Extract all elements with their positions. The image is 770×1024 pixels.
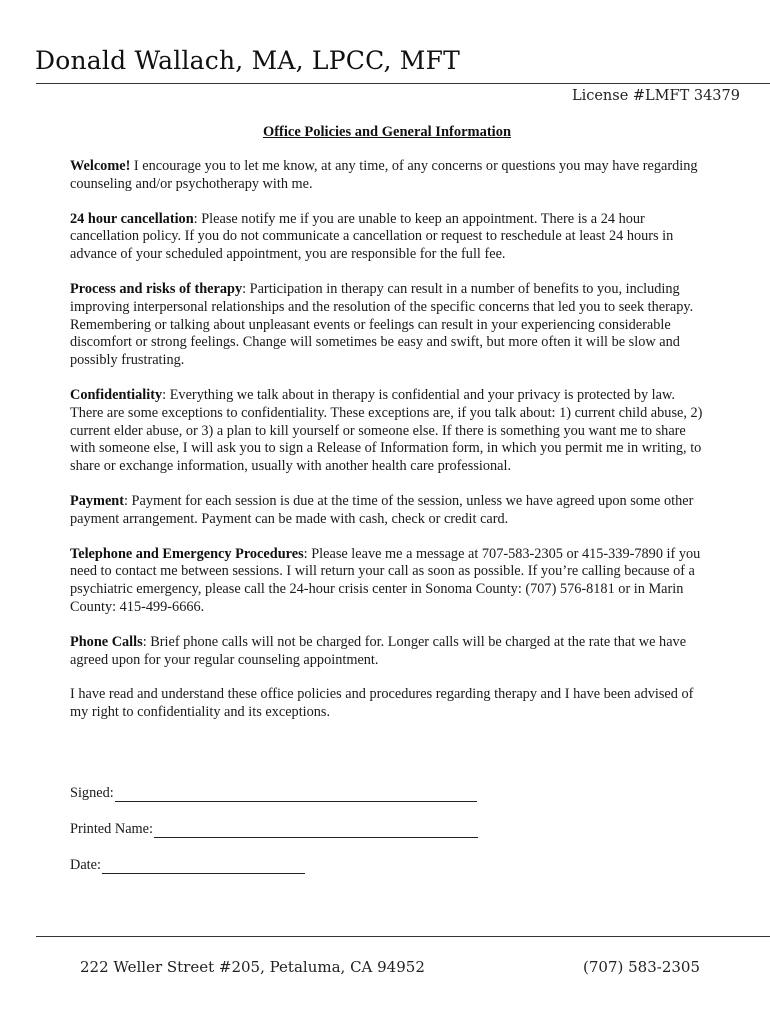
paragraph-heading: Welcome!: [70, 158, 131, 174]
paragraph-welcome: [70, 158, 708, 194]
paragraph-text: : Participation in therapy can result in a number of benefits to you, including improving interpersonal relationships and the resolution of the specific concerns that led you to seek therapy. Remembering or talking about unpleasant events or feelings can result in your experiencing considerable discomfort or strong feelings. Change will sometimes be easy and swift, but more often it will be slow and possibly frustrating.: [70, 280, 694, 369]
date-field[interactable]: [102, 859, 305, 874]
paragraph-heading: Confidentiality: [70, 386, 163, 403]
signed-line: [70, 784, 478, 802]
header-divider: [36, 83, 770, 84]
footer-address: 222 Weller Street #205, Petaluma, CA 94952: [80, 958, 425, 976]
paragraph-telephone-emergency: [70, 546, 708, 617]
document-title: Office Policies and General Information: [262, 124, 512, 140]
paragraph-text: : Brief phone calls will not be charged for. Longer calls will be charged at the rate that we have agreed upon for your regular counseling appointment.: [70, 633, 687, 668]
printed-name-line: [70, 820, 478, 838]
paragraph-heading: 24 hour cancellation: [70, 210, 194, 227]
paragraph-confidentiality: [70, 387, 708, 476]
printed-name-field[interactable]: [154, 823, 478, 838]
paragraph-heading: Phone Calls: [70, 633, 143, 650]
paragraph-acknowledgement: [70, 686, 708, 722]
paragraph-heading: Process and risks of therapy: [70, 280, 243, 297]
license-number: License #LMFT 34379: [571, 88, 740, 104]
footer-divider: [36, 936, 770, 937]
paragraph-phone-calls: [70, 634, 708, 670]
policy-body: [70, 158, 708, 739]
date-line: [70, 856, 478, 874]
paragraph-process-risks: [70, 281, 708, 370]
printed-name-label: Printed Name:: [70, 821, 153, 837]
paragraph-text: : Please leave me a message at 707-583-2305 or 415-339-7890 if you need to contact me between sessions. I will return your call as soon as possible. If you’re calling because of a psychiatric emergency, please call the 24-hour crisis center in Sonoma County: (707) 576-8181 or in Marin County: 415-499-6666.: [70, 545, 701, 615]
footer-phone: (707) 583-2305: [583, 958, 700, 976]
practitioner-name: Donald Wallach, MA, LPCC, MFT: [35, 46, 461, 75]
paragraph-cancellation: [70, 211, 708, 264]
paragraph-text: : Please notify me if you are unable to keep an appointment. There is a 24 hour cancellation policy. If you do not communicate a cancellation or request to reschedule at least 24 hours in advance of your scheduled appointment, you are responsible for the full fee.: [70, 210, 674, 263]
paragraph-heading: Telephone and Emergency Procedures: [70, 545, 304, 562]
paragraph-text: I encourage you to let me know, at any time, of any concerns or questions you may have regarding counseling and/or psychotherapy with me.: [70, 158, 698, 192]
signed-label: Signed:: [70, 785, 114, 801]
paragraph-payment: [70, 493, 708, 529]
signed-field[interactable]: [115, 787, 477, 802]
paragraph-text: I have read and understand these office policies and procedures regarding therapy and I have been advised of my right to confidentiality and its exceptions.: [70, 686, 694, 721]
paragraph-text: : Everything we talk about in therapy is confidential and your privacy is protected by law. There are some exceptions to confidentiality. These exceptions are, if you talk about: 1) current child abuse, 2) current elder abuse, or 3) a plan to kill yourself or someone else. If there is something you want me to share with someone else, I will ask you to sign a Release of Information form, in which you permit me in writing, to share or exchange information, usually with another health care professional.: [70, 386, 703, 475]
signature-block: [70, 784, 478, 892]
paragraph-heading: Payment: [70, 492, 124, 509]
date-label: Date:: [70, 857, 101, 873]
paragraph-text: : Payment for each session is due at the time of the session, unless we have agreed upon some other payment arrangement. Payment can be made with cash, check or credit card.: [70, 492, 694, 527]
